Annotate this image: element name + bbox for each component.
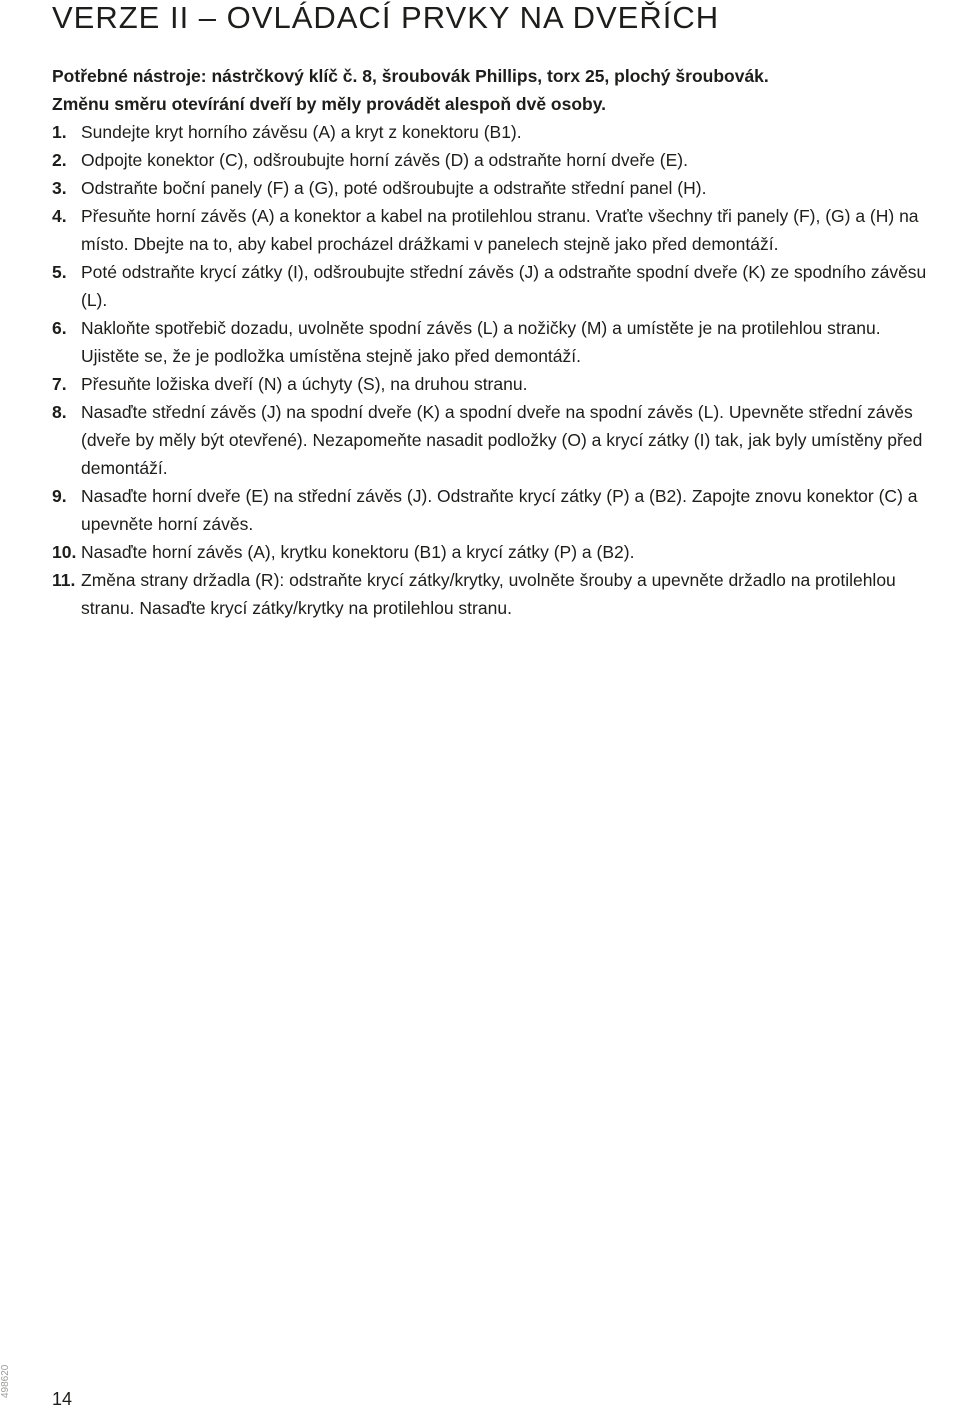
step-number: 7.: [52, 374, 67, 394]
step-number: 4.: [52, 206, 67, 226]
step-text: Změna strany držadla (R): odstraňte krycí zátky/krytky, uvolněte šrouby a upevněte držadlo na protilehlou stranu. Nasaďte krycí zátky/krytky na protilehlou stranu.: [81, 570, 896, 618]
step-text: Poté odstraňte krycí zátky (I), odšroubujte střední závěs (J) a odstraňte spodní dveře (K) ze spodního závěsu (L).: [81, 262, 927, 310]
page-title: VERZE II – OVLÁDACÍ PRVKY NA DVEŘÍCH: [52, 0, 720, 35]
step-text: Nasaďte horní závěs (A), krytku konektoru (B1) a krycí zátky (P) a (B2).: [81, 542, 635, 562]
step-item-3: [52, 174, 942, 202]
step-text: Nakloňte spotřebič dozadu, uvolněte spodní závěs (L) a nožičky (M) a umístěte je na protilehlou stranu. Ujistěte se, že je podložka umístěna stejně jako před demontáží.: [81, 318, 881, 366]
step-text: Nasaďte horní dveře (E) na střední závěs (J). Odstraňte krycí zátky (P) a (B2). Zapojte znovu konektor (C) a upevněte horní závěs.: [81, 486, 918, 534]
step-text: Sundejte kryt horního závěsu (A) a kryt z konektoru (B1).: [81, 122, 522, 142]
step-item-5: [52, 258, 942, 314]
step-text: Přesuňte ložiska dveří (N) a úchyty (S), na druhou stranu.: [81, 374, 528, 394]
step-item-1: [52, 118, 942, 146]
step-number: 8.: [52, 402, 67, 422]
step-number: 6.: [52, 318, 67, 338]
page-number: 14: [52, 1389, 73, 1409]
step-item-2: [52, 146, 942, 174]
steps-list: [52, 118, 942, 622]
document-code: 498620: [0, 1364, 11, 1398]
step-text: Přesuňte horní závěs (A) a konektor a kabel na protilehlou stranu. Vraťte všechny tři panely (F), (G) a (H) na místo. Dbejte na to, aby kabel procházel drážkami v panelech stejně jako před demontáží.: [81, 206, 919, 254]
step-text: Nasaďte střední závěs (J) na spodní dveře (K) a spodní dveře na spodní závěs (L). Upevněte střední závěs (dveře by měly být otevřené). Nezapomeňte nasadit podložky (O) a krycí zátky (I) tak, jak byly umístěny před demontáží.: [81, 402, 923, 478]
two-persons-note: Změnu směru otevírání dveří by měly provádět alespoň dvě osoby.: [52, 93, 607, 114]
step-item-4: [52, 202, 942, 258]
step-item-6: [52, 314, 942, 370]
step-item-7: [52, 370, 942, 398]
step-number: 11.: [52, 570, 76, 590]
step-number: 3.: [52, 178, 67, 198]
step-number: 5.: [52, 262, 67, 282]
step-number: 9.: [52, 486, 67, 506]
step-number: 1.: [52, 122, 67, 142]
step-number: 10.: [52, 542, 77, 562]
step-item-8: [52, 398, 942, 482]
step-item-9: [52, 482, 942, 538]
step-number: 2.: [52, 150, 67, 170]
intro-block: [52, 63, 942, 118]
step-text: Odpojte konektor (C), odšroubujte horní závěs (D) a odstraňte horní dveře (E).: [81, 150, 688, 170]
required-tools-note: Potřebné nástroje: nástrčkový klíč č. 8, šroubovák Phillips, torx 25, plochý šroubovák.: [52, 66, 769, 86]
step-item-10: [52, 538, 942, 566]
step-item-11: [52, 566, 942, 622]
step-text: Odstraňte boční panely (F) a (G), poté odšroubujte a odstraňte střední panel (H).: [81, 178, 707, 198]
